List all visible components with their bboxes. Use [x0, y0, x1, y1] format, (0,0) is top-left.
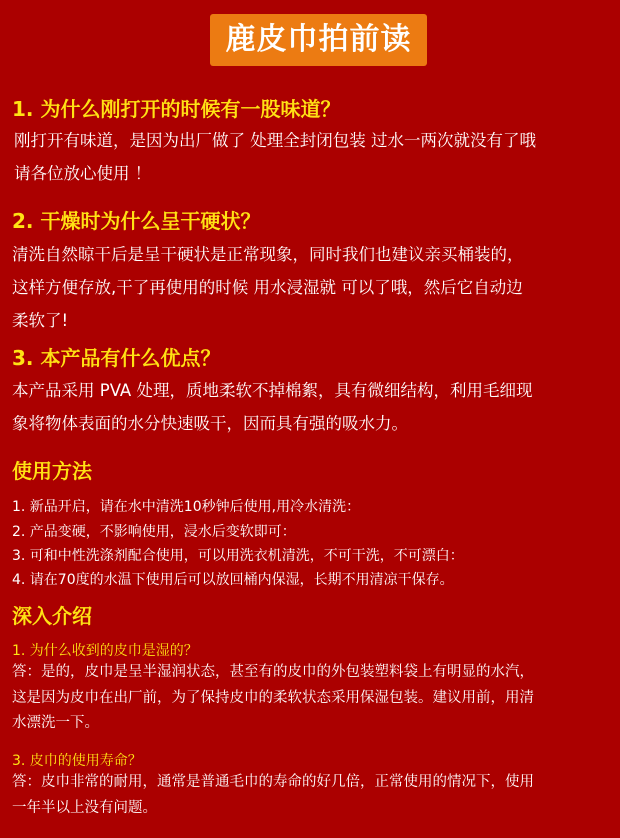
usage-item-3: 3. 可和中性洗涤剂配合使用，可以用洗衣机清洗，不可干洗，不可漂白： — [12, 548, 464, 564]
deep-heading: 深入介绍 — [12, 604, 92, 628]
faq-1-question: 1. 为什么刚打开的时候有一股味道？ — [12, 97, 341, 121]
faq-2-answer — [12, 238, 524, 337]
faq-3-question: 3. 本产品有什么优点？ — [12, 346, 221, 370]
faq-3-answer-line-1: 本产品采用 PVA 处理，质地柔软不掉棉絮，具有微细结构，利用毛细现 — [12, 381, 533, 400]
deep-1-answer — [12, 660, 534, 737]
faq-2-question: 2. 干燥时为什么呈干硬状？ — [12, 209, 261, 233]
deep-1-question: 1. 为什么收到的皮巾是湿的？ — [12, 643, 198, 659]
faq-3-answer-line-2: 象将物体表面的水分快速吸干，因而具有强的吸水力。 — [12, 414, 408, 433]
deep-1-answer-line-1: 答：是的，皮巾是呈半湿润状态，甚至有的皮巾的外包装塑料袋上有明显的水汽， — [12, 664, 534, 680]
faq-2-answer-line-2: 这样方便存放,干了再使用的时候 用水浸湿就 可以了哦，然后它自动边 — [12, 278, 523, 297]
deep-1-answer-line-3: 水漂洗一下。 — [12, 715, 99, 731]
deep-2-answer — [12, 770, 534, 821]
deep-1-answer-line-2: 这是因为皮巾在出厂前，为了保持皮巾的柔软状态采用保湿包装。建议用前，用清 — [12, 689, 534, 706]
deep-2-question: 3. 皮巾的使用寿命？ — [12, 753, 142, 769]
usage-item-1: 1. 新品开启，请在水中清洗10秒钟后使用,用冷水清洗： — [12, 499, 361, 515]
deep-2-answer-line-1: 答：皮巾非常的耐用，通常是普通毛巾的寿命的好几倍，正常使用的情况下，使用 — [12, 774, 534, 790]
faq-1-answer-line-1: 刚打开有味道，是因为出厂做了 处理全封闭包装 过水一两次就没有了哦 — [14, 131, 536, 150]
faq-1-answer-line-2: 请各位放心使用 ！ — [14, 164, 152, 183]
usage-heading: 使用方法 — [12, 459, 92, 483]
page-title: 鹿皮巾拍前读 — [210, 14, 427, 66]
faq-2-answer-line-1: 清洗自然晾干后是呈干硬状是正常现象，同时我们也建议亲买桶装的， — [12, 245, 524, 264]
usage-item-2: 2. 产品变硬，不影响使用，浸水后变软即可： — [12, 524, 296, 540]
faq-1-answer — [14, 124, 536, 190]
usage-item-4: 4. 请在70度的水温下使用后可以放回桶内保湿，长期不用清凉干保存。 — [12, 572, 454, 588]
deep-2-answer-line-2: 一年半以上没有问题。 — [12, 799, 157, 816]
faq-3-answer — [12, 374, 532, 440]
faq-2-answer-line-3: 柔软了! — [12, 311, 69, 330]
